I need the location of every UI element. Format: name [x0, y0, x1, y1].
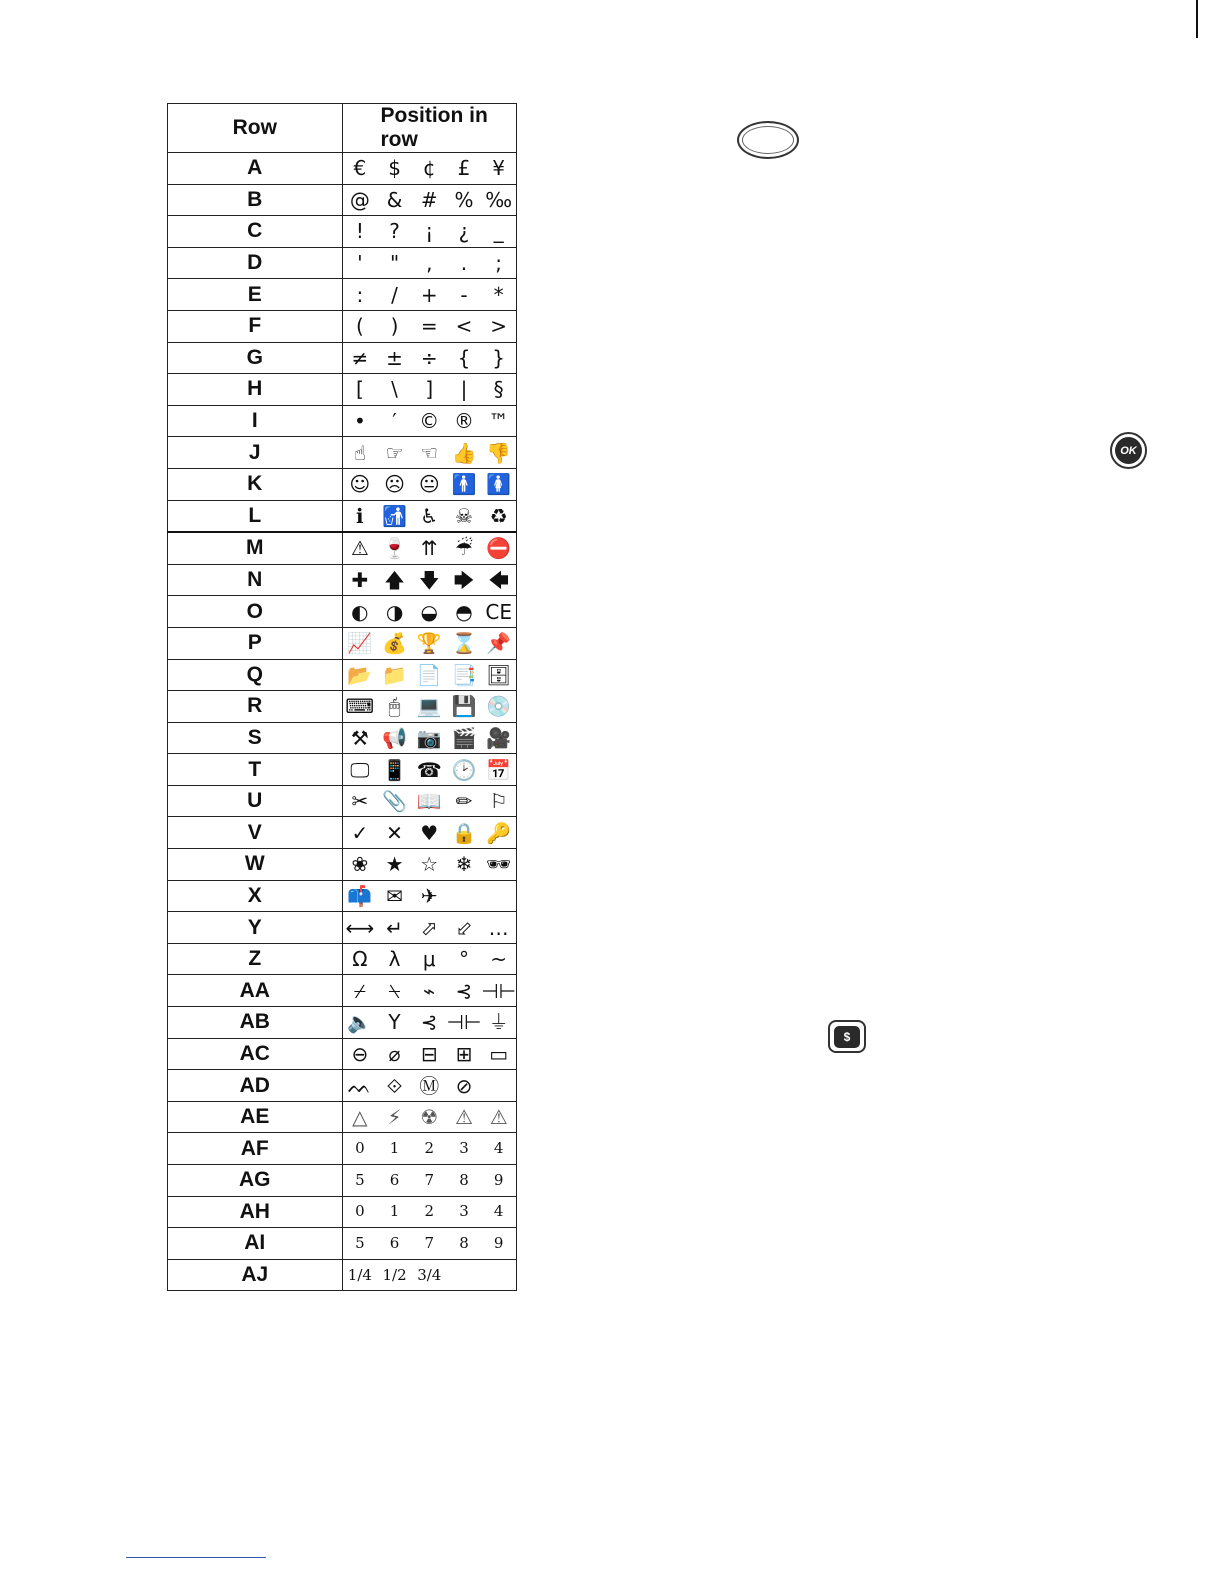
symbol-cell: / [391, 282, 398, 307]
table-row [168, 943, 517, 975]
symbol-cell: ⌁ [423, 978, 436, 1003]
symbol-cell: 3/4 [417, 1265, 442, 1284]
symbol-cell: % [454, 187, 474, 212]
symbol-cell: 🎬 [451, 725, 477, 750]
symbol-cell: 📑 [451, 662, 477, 687]
row-label: A [168, 153, 343, 185]
symbol-cell: 🖵 [350, 757, 370, 782]
row-symbols [342, 691, 517, 723]
symbol-cell: £ [457, 156, 471, 181]
symbol-cell: ☆ [420, 852, 439, 877]
row-label: D [168, 247, 343, 279]
row-symbols [342, 216, 517, 248]
symbol-cell: ⊟ [420, 1041, 438, 1066]
symbol-cell: 🔈 [347, 1010, 373, 1035]
symbol-cell: • [353, 409, 366, 434]
row-symbols [342, 1196, 517, 1228]
symbol-cell: 🕶 [485, 852, 512, 877]
row-label: AJ [168, 1259, 343, 1291]
row-label: AI [168, 1228, 343, 1260]
symbol-cell: μ [422, 947, 436, 972]
header-position: Position in row [342, 104, 517, 153]
symbol-cell: ✓ [351, 820, 369, 845]
symbol-cell: 🔒 [451, 820, 477, 845]
symbol-cell: ⚒ [350, 725, 369, 750]
table-row [168, 532, 517, 564]
row-label: AE [168, 1101, 343, 1133]
row-symbols [342, 1101, 517, 1133]
symbol-cell: ⟷ [345, 915, 375, 940]
symbol-cell: 3 [459, 1139, 469, 1158]
table-row [168, 849, 517, 881]
symbol-cell: ✉ [386, 883, 403, 908]
symbol-cell: ✚ [351, 568, 369, 593]
symbol-cell: ♥ [420, 820, 439, 845]
symbol-cell: ( [355, 314, 364, 339]
symbol-cell: - [460, 282, 468, 307]
symbol-cell: 0 [355, 1202, 365, 1221]
symbol-cell: © [419, 409, 440, 434]
row-symbols [342, 564, 517, 596]
symbol-cell: 2 [424, 1139, 435, 1158]
symbol-cell: 🎥 [486, 725, 512, 750]
row-label: O [168, 596, 343, 628]
symbol-cell: 🚺 [486, 472, 512, 497]
table-row [168, 1007, 517, 1039]
table-row [168, 216, 517, 248]
row-symbols [342, 1007, 517, 1039]
table-row [168, 1165, 517, 1197]
symbol-cell: * [493, 282, 504, 307]
symbol-cell: ¿ [458, 219, 470, 244]
row-label: AF [168, 1133, 343, 1165]
symbol-cell: 📷 [416, 725, 442, 750]
symbol-cell: ❀ [351, 852, 369, 877]
symbol-cell: ÷ [420, 345, 438, 370]
table-row [168, 1259, 517, 1291]
symbol-cell: 6 [389, 1170, 400, 1189]
symbol-cell: ⌿ [353, 978, 366, 1003]
symbol-cell: ◑ [385, 599, 404, 624]
symbol-cell: ! [355, 219, 364, 244]
symbol-cell: △ [352, 1105, 368, 1130]
symbol-cell: ¡ [425, 219, 434, 244]
table-row [168, 374, 517, 406]
table-row [168, 310, 517, 342]
table-row [168, 1228, 517, 1260]
table-row [168, 342, 517, 374]
symbol-cell: ⇈ [420, 536, 438, 561]
row-symbols [342, 1165, 517, 1197]
row-symbols [342, 1038, 517, 1070]
table-row [168, 1133, 517, 1165]
symbol-cell: 🗄 [485, 662, 512, 687]
symbol-cell: 🚮 [382, 503, 407, 528]
row-label: W [168, 849, 343, 881]
symbol-cell: & [386, 187, 403, 212]
symbol-cell: ± [386, 345, 403, 370]
symbol-cell: ¥ [492, 156, 506, 181]
row-symbols [342, 1228, 517, 1260]
dollar-key-icon [828, 1020, 866, 1053]
symbol-cell: ♿ [420, 503, 439, 528]
table-row [168, 1070, 517, 1102]
symbol-cell: ☠ [454, 503, 473, 528]
table-row [168, 500, 517, 532]
symbol-cell: 😐 [418, 472, 440, 497]
row-label: AD [168, 1070, 343, 1102]
row-symbols [342, 310, 517, 342]
symbol-cell: λ [388, 947, 401, 972]
symbol-cell: ✈ [420, 883, 438, 908]
symbol-cell: ⚐ [489, 789, 508, 814]
row-symbols [342, 722, 517, 754]
table-row [168, 912, 517, 944]
symbol-cell: 📱 [382, 757, 407, 782]
symbol-cell: 8 [459, 1233, 469, 1252]
symbol-cell: ⬀ [420, 915, 438, 940]
symbol-cell: ] [425, 377, 434, 402]
symbol-cell: : [356, 282, 364, 307]
symbol-cell: ⚠ [489, 1105, 508, 1130]
symbol-cell: 🔑 [486, 820, 512, 845]
symbol-cell: 💻 [416, 694, 442, 719]
symbol-cell: ' [357, 251, 363, 276]
symbol-cell: ★ [385, 852, 404, 877]
symbol-cell: 📎 [382, 789, 407, 814]
symbol-cell: ⬃ [455, 915, 473, 940]
table-body [168, 153, 517, 1291]
symbol-cell: 7 [424, 1170, 435, 1189]
symbol-cell: 9 [493, 1170, 504, 1189]
table-row [168, 627, 517, 659]
symbol-cell: ° [458, 947, 469, 972]
row-symbols [342, 153, 517, 185]
row-symbols [342, 754, 517, 786]
symbol-cell: ✏ [455, 789, 473, 814]
row-symbols [342, 437, 517, 469]
symbol-cell: 1/4 [347, 1265, 372, 1284]
row-symbols [342, 1133, 517, 1165]
symbol-cell: ↵ [386, 915, 403, 940]
page-edge-mark [1196, 0, 1198, 38]
symbol-cell: 🍷 [382, 536, 407, 561]
symbol-cell: # [420, 187, 438, 212]
row-symbols [342, 975, 517, 1007]
row-label: K [168, 468, 343, 500]
symbols-table [167, 103, 517, 1291]
symbol-cell: 💿 [486, 694, 512, 719]
symbol-cell: 3 [459, 1202, 469, 1221]
symbol-cell: 📅 [486, 757, 512, 782]
row-label: I [168, 405, 343, 437]
symbol-cell: ◒ [420, 599, 438, 624]
symbol-cell: 📂 [347, 662, 373, 687]
symbol-cell: ¢ [422, 156, 436, 181]
row-symbols [342, 912, 517, 944]
symbol-cell: ? [389, 219, 400, 244]
symbol-cell: _ [493, 219, 504, 244]
symbol-cell: , [426, 251, 433, 276]
row-label: Y [168, 912, 343, 944]
table-row [168, 184, 517, 216]
symbol-cell: ▭ [489, 1041, 509, 1066]
symbol-cell: 📫 [347, 883, 373, 908]
symbol-cell: { [457, 345, 471, 370]
symbol-cell: § [493, 377, 504, 402]
symbol-cell: \ [391, 377, 398, 402]
symbol-cell: [ [355, 377, 364, 402]
symbol-cell: ; [495, 251, 503, 276]
symbol-cell: 📖 [416, 789, 442, 814]
symbol-cell: ‰ [485, 187, 513, 212]
symbol-cell: ☢ [420, 1105, 439, 1130]
symbol-cell: | [460, 377, 468, 402]
row-symbols [342, 785, 517, 817]
symbol-cell: @ [349, 187, 370, 212]
row-symbols [342, 247, 517, 279]
symbol-cell: 🕑 [451, 757, 477, 782]
table-row [168, 279, 517, 311]
symbol-cell: 1/2 [382, 1265, 407, 1284]
symbol-cell: 1 [389, 1202, 400, 1221]
symbol-cell: ⛔ [486, 536, 512, 561]
symbol-cell: ☹ [384, 472, 405, 497]
row-label: J [168, 437, 343, 469]
symbol-cell: ⏚ [488, 1010, 509, 1035]
row-label: B [168, 184, 343, 216]
row-label: L [168, 500, 343, 532]
symbol-cell: 9 [493, 1233, 504, 1252]
table-row [168, 785, 517, 817]
symbol-cell: ⊘ [455, 1073, 473, 1098]
symbol-cell: 0 [355, 1139, 365, 1158]
symbol-cell: 📌 [486, 631, 512, 656]
symbol-cell: ⚠ [350, 536, 369, 561]
row-symbols [342, 342, 517, 374]
symbol-cell: ☜ [420, 440, 439, 465]
row-label: V [168, 817, 343, 849]
table-row [168, 153, 517, 185]
row-label: F [168, 310, 343, 342]
table-row [168, 1038, 517, 1070]
symbol-cell: 👍 [451, 440, 477, 465]
row-symbols [342, 659, 517, 691]
row-label: AG [168, 1165, 343, 1197]
row-symbols [342, 184, 517, 216]
symbol-cell: ☝ [353, 440, 366, 465]
row-label: R [168, 691, 343, 723]
symbol-cell: ′ [392, 409, 397, 434]
row-symbols [342, 849, 517, 881]
table-header [168, 104, 517, 153]
row-label: H [168, 374, 343, 406]
symbol-cell: ◐ [351, 599, 369, 624]
symbol-cell: 4 [493, 1139, 504, 1158]
row-label: X [168, 880, 343, 912]
row-symbols [342, 627, 517, 659]
row-symbols [342, 532, 517, 564]
table-row [168, 880, 517, 912]
symbol-cell: ⚡ [387, 1105, 402, 1130]
row-symbols [342, 943, 517, 975]
symbol-cell: 8 [459, 1170, 469, 1189]
symbol-cell: 5 [355, 1170, 365, 1189]
table-row [168, 1196, 517, 1228]
symbol-cell: } [492, 345, 506, 370]
row-symbols [342, 374, 517, 406]
row-label: AB [168, 1007, 343, 1039]
ok-key-icon [1110, 432, 1147, 469]
symbol-cell: 2 [424, 1202, 435, 1221]
symbol-cell: Ω [352, 947, 368, 972]
symbol-cell: 📁 [382, 662, 407, 687]
dollar-key-label: $ [834, 1026, 860, 1048]
symbol-cell: ⊖ [351, 1041, 369, 1066]
table-row [168, 437, 517, 469]
row-symbols [342, 596, 517, 628]
table-row [168, 754, 517, 786]
row-symbols [342, 1259, 517, 1291]
symbol-cell: ✕ [386, 820, 403, 845]
symbol-cell: . [460, 251, 468, 276]
row-label: Q [168, 659, 343, 691]
symbol-cell: Y [388, 1010, 401, 1035]
symbol-cell: ⊣⊢ [481, 978, 517, 1003]
symbol-cell: ® [453, 409, 474, 434]
row-label: AH [168, 1196, 343, 1228]
row-symbols [342, 817, 517, 849]
symbol-cell: ≠ [351, 345, 369, 370]
symbol-cell: ☔ [454, 536, 473, 561]
symbol-cell: ❄ [455, 852, 473, 877]
symbol-cell: 📄 [416, 662, 442, 687]
row-label: E [168, 279, 343, 311]
row-label: AA [168, 975, 343, 1007]
symbol-cell: 4 [493, 1202, 504, 1221]
table-row [168, 817, 517, 849]
symbol-cell: ♻ [489, 503, 508, 528]
symbol-cell: 7 [424, 1233, 435, 1252]
symbol-cell: ) [390, 314, 399, 339]
symbol-cell: ⊣⊢ [446, 1010, 482, 1035]
symbol-cell: ☺ [349, 472, 371, 497]
symbol-cell: ✂ [351, 789, 369, 814]
row-symbols [342, 1070, 517, 1102]
symbol-cell: 💾 [451, 694, 477, 719]
symbol-cell: > [490, 314, 508, 339]
symbol-cell: 📈 [347, 631, 373, 656]
symbol-cell: $ [388, 156, 401, 181]
symbol-cell: ⌀ [388, 1041, 401, 1066]
row-symbols [342, 405, 517, 437]
table-row [168, 564, 517, 596]
row-label: C [168, 216, 343, 248]
symbol-cell: ⌛ [451, 631, 477, 656]
row-symbols [342, 468, 517, 500]
symbol-cell: ☎ [416, 757, 442, 782]
ok-key-label: OK [1115, 437, 1142, 464]
symbol-cell: ⊞ [455, 1041, 473, 1066]
table-row [168, 1101, 517, 1133]
row-label: G [168, 342, 343, 374]
symbol-cell: 🖱 [388, 694, 401, 719]
table-row [168, 247, 517, 279]
symbol-cell: 🡄 [488, 568, 509, 593]
header-row: Row [168, 104, 343, 153]
symbol-cell: ~ [490, 947, 508, 972]
symbol-cell: ⟐ [386, 1073, 403, 1098]
symbol-cell: 📢 [382, 725, 407, 750]
symbol-cell: ⌨ [345, 694, 375, 719]
symbol-cell: = [420, 314, 438, 339]
symbol-cell: 💰 [382, 631, 407, 656]
row-label: AC [168, 1038, 343, 1070]
row-label: Z [168, 943, 343, 975]
symbol-cell: ☞ [385, 440, 404, 465]
table-row [168, 596, 517, 628]
row-symbols [342, 500, 517, 532]
table-row [168, 722, 517, 754]
table-row [168, 975, 517, 1007]
symbol-cell: + [420, 282, 438, 307]
symbol-cell: … [488, 915, 509, 940]
row-symbols [342, 880, 517, 912]
table-row [168, 405, 517, 437]
symbol-cell: 🚹 [451, 472, 477, 497]
symbol-cell: 🏆 [416, 631, 442, 656]
symbol-cell: 1 [389, 1139, 400, 1158]
blank-oval-key-icon [737, 121, 799, 159]
symbol-cell: ⍀ [388, 978, 401, 1003]
table-row [168, 691, 517, 723]
table-row [168, 659, 517, 691]
row-label: S [168, 722, 343, 754]
symbol-cell: 🡆 [453, 568, 475, 593]
symbol-cell: ⊰ [420, 1010, 438, 1035]
row-label: P [168, 627, 343, 659]
symbol-cell: Ⓜ [419, 1073, 440, 1098]
symbol-cell: CE [485, 599, 512, 624]
symbol-cell: " [389, 251, 400, 276]
symbol-cell: ⊰ [455, 978, 473, 1003]
symbol-cell: ℹ [356, 503, 364, 528]
symbol-cell: 5 [355, 1233, 365, 1252]
symbol-cell: ◓ [455, 599, 473, 624]
symbol-cell: ⚠ [454, 1105, 473, 1130]
symbol-cell: 🡇 [418, 568, 440, 593]
footer-rule [126, 1557, 266, 1558]
symbol-cell: ™ [488, 409, 509, 434]
row-label: N [168, 564, 343, 596]
symbol-cell: < [455, 314, 473, 339]
symbol-cell: ᨓ [347, 1073, 372, 1098]
table-row [168, 468, 517, 500]
row-label: T [168, 754, 343, 786]
row-label: U [168, 785, 343, 817]
symbol-cell: 👎 [486, 440, 512, 465]
symbol-cell: 🡅 [384, 568, 405, 593]
row-symbols [342, 279, 517, 311]
row-label: M [168, 532, 343, 564]
symbol-cell: 6 [389, 1233, 400, 1252]
symbol-cell: € [353, 156, 367, 181]
